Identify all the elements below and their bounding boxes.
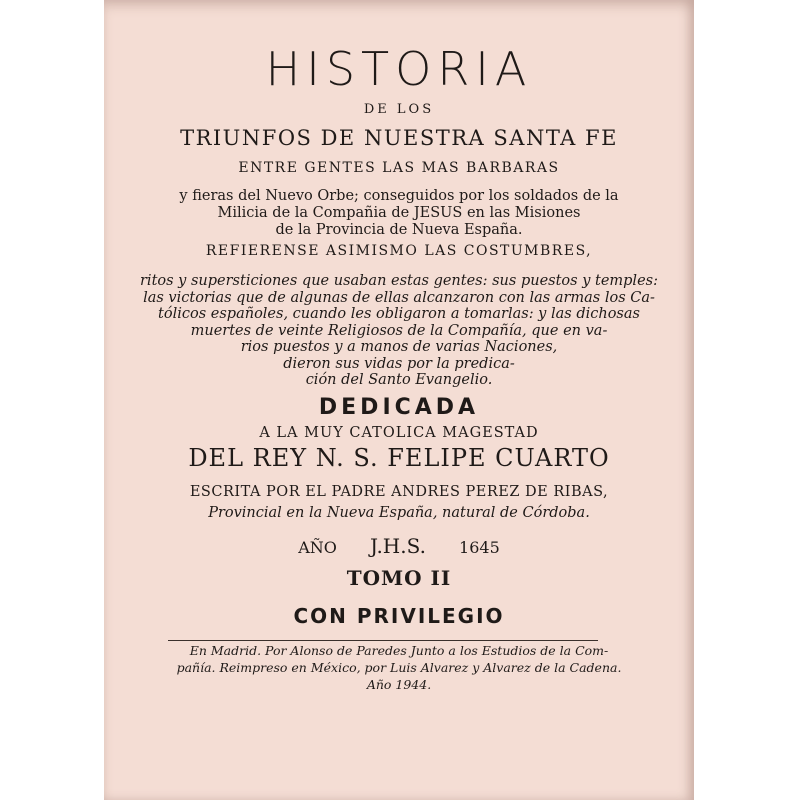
- subtitle-entre-gentes: ENTRE GENTES LAS MAS BARBARAS: [238, 160, 560, 176]
- paragraph-line: muertes de veinte Religiosos de la Compañía, que en va-: [190, 322, 608, 339]
- author-line: ESCRITA POR EL PADRE ANDRES PEREZ DE RIBAS,: [189, 484, 609, 500]
- title-page: [104, 0, 694, 800]
- imprint-block: [104, 642, 694, 693]
- subtitle-de-los: DE LOS: [363, 102, 435, 117]
- book-title: HISTORIA: [265, 42, 533, 96]
- paragraph-line: dieron sus vidas por la predica-: [283, 355, 515, 372]
- year-row: [104, 534, 694, 558]
- paragraph-line: y fieras del Nuevo Orbe; conseguidos por los soldados de la: [179, 188, 619, 204]
- description-paragraph-2: [104, 273, 694, 389]
- paragraph-line: de la Provincia de Nueva España.: [275, 222, 523, 238]
- paragraph-line: ción del Santo Evangelio.: [305, 372, 493, 388]
- paragraph-line: Milicia de la Compañia de JESUS en las Misiones: [217, 205, 581, 221]
- paragraph-line: rios puestos y a manos de varias Naciones,: [240, 339, 558, 355]
- dedication-king: DEL REY N. S. FELIPE CUARTO: [188, 444, 610, 472]
- year-label: AÑO: [298, 538, 337, 557]
- subtitle-triunfos: TRIUNFOS DE NUESTRA SANTA FE: [180, 126, 618, 150]
- refierense-heading: REFIERENSE ASIMISMO LAS COSTUMBRES,: [205, 243, 593, 259]
- dedication-recipient: A LA MUY CATOLICA MAGESTAD: [259, 425, 539, 441]
- divider-rule: [168, 640, 598, 641]
- dedication-heading: DEDICADA: [318, 395, 480, 420]
- jhs-monogram: J.H.S.: [369, 534, 426, 558]
- author-description: Provincial en la Nueva España, natural de Córdoba.: [208, 505, 590, 521]
- paragraph-line: tólicos españoles, cuando les obligaron a tomarlas: y las dichosas: [158, 306, 640, 322]
- paragraph-line: las victorias que de algunas de ellas alcanzaron con las armas los Ca-: [143, 289, 655, 306]
- year-value: 1645: [459, 538, 500, 557]
- imprint-line: pañía. Reimpreso en México, por Luis Alvarez y Alvarez de la Cadena.: [176, 660, 622, 675]
- volume-label: TOMO II: [346, 566, 452, 590]
- imprint-line: Año 1944.: [366, 677, 432, 692]
- privilege-label: CON PRIVILEGIO: [293, 604, 505, 628]
- description-paragraph-1: [104, 188, 694, 239]
- paragraph-line: ritos y supersticiones que usaban estas gentes: sus puestos y temples:: [140, 273, 658, 289]
- imprint-line: En Madrid. Por Alonso de Paredes Junto a los Estudios de la Com-: [189, 643, 609, 658]
